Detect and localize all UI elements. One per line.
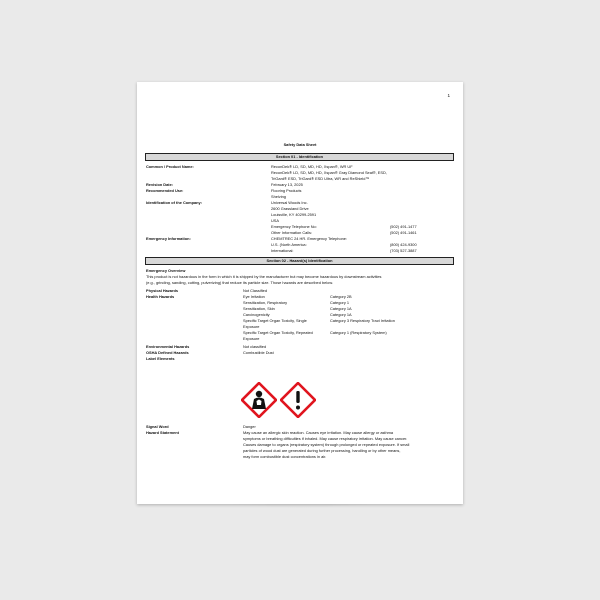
environmental-hazards-label: Environmental Hazards [146, 344, 190, 349]
hazard-statement-line: May cause an allergic skin reaction. Causes eye irritation. May cause allergy or asthma [243, 430, 394, 435]
emergency-info-label: Emergency Information: [146, 236, 191, 241]
company-street: 2600 Grassland Drive [271, 206, 309, 211]
revision-date-value: February 13, 2025 [271, 182, 303, 187]
health-hazard-name: Exposure [243, 336, 260, 341]
company-city: Louisville, KY 40299-2591 [271, 212, 317, 217]
hazard-statement-line: Causes damage to organs (respiratory system) through prolonged or repeated exposure. If small [243, 442, 410, 447]
overview-text: This product is not hazardous in the form in which it is shipped by the manufacturer but may become hazardous by downstream activities [146, 274, 382, 279]
emergency-overview-label: Emergency Overview [146, 268, 186, 273]
health-hazard-name: Specific Target Organ Toxicity, Single [243, 318, 307, 323]
emergency-phone-value[interactable]: (502) 491-1477 [390, 224, 417, 229]
us-emergency-label: U.S. (North America: [271, 242, 307, 247]
health-hazard-category: Category 1 [330, 300, 350, 305]
product-name-line: TriGard® ESD, TriGard® ESD Ultra, WR and ReShield™ [271, 176, 370, 181]
health-hazard-name: Sensitization, Skin [243, 306, 275, 311]
product-name-line: ReconDek® LD, SD, MD, HD, Xspan® Gray Diamond Seal®, ESD, [271, 170, 387, 175]
health-hazard-name: Sensitization, Respiratory [243, 300, 288, 305]
product-name-line: ReconDek® LD, SD, MD, HD, Xspan®, WR UF [271, 164, 353, 169]
health-hazard-name: Eye Irritation [243, 294, 265, 299]
health-hazard-category: Category 1A [330, 306, 352, 311]
us-emergency-value[interactable]: (800) 424-9300 [390, 242, 417, 247]
label-elements-label: Label Elements [146, 356, 175, 361]
product-name-label: Common / Product Name: [146, 164, 194, 169]
physical-hazards-label: Physical Hazards [146, 288, 179, 293]
health-hazards-label: Health Hazards [146, 294, 175, 299]
osha-hazards-value: Combustible Dust [243, 350, 274, 355]
health-hazard-category: Category 1A [330, 312, 352, 317]
signal-word-value: Danger [243, 424, 256, 429]
section-01-heading: Section 01 - Identification [145, 153, 454, 161]
international-label: International: [271, 248, 294, 253]
environmental-hazards-value: Not classified [243, 344, 267, 349]
sds-document-page [137, 82, 463, 504]
health-hazard-name: Carcinogenicity [243, 312, 270, 317]
section-02-heading: Section 02 - Hazard(s) Identification [145, 257, 454, 265]
company-name: Universal Woods Inc. [271, 200, 308, 205]
company-id-label: Identification of the Company: [146, 200, 202, 205]
health-hazard-category: Category 2B [330, 294, 352, 299]
other-calls-label: Other Information Calls: [271, 230, 313, 235]
chemtrec-label: CHEMTREC 24 HR. Emergency Telephone: [271, 236, 348, 241]
page-number: 1 [447, 93, 450, 98]
signal-word-label: Signal Word [146, 424, 169, 429]
revision-date-label: Revision Date: [146, 182, 174, 187]
recommended-use-value: Flooring Products [271, 188, 302, 193]
health-hazard-category: Category 1 (Respiratory System) [330, 330, 387, 335]
hazard-statement-line: particles of wood dust are generated during further processing, handling or by other means, [243, 448, 401, 453]
company-country: USA [271, 218, 279, 223]
hazard-statement-line: may form combustible dust concentrations in air. [243, 454, 327, 459]
emergency-phone-label: Emergency Telephone No: [271, 224, 317, 229]
recommended-use-label: Recommended Use: [146, 188, 184, 193]
international-value[interactable]: (703) 527-3887 [390, 248, 417, 253]
exclamation-mark-pictogram-icon [280, 382, 316, 418]
hazard-statement-line: symptoms or breathing difficulties if inhaled. May cause respiratory irritation. May cause cancer. [243, 436, 408, 441]
document-title: Safety Data Sheet [283, 142, 317, 147]
health-hazard-name: Exposure [243, 324, 260, 329]
overview-text: (e.g., grinding, sanding, cutting, pulverizing) that reduce its particle size. Those hazards are described below. [146, 280, 333, 285]
physical-hazards-value: Not Classified [243, 288, 268, 293]
hazard-statement-label: Hazard Statement [146, 430, 179, 435]
osha-hazards-label: OSHA Defined Hazards [146, 350, 189, 355]
health-hazard-category: Category 3 Respiratory Tract Irritation [330, 318, 395, 323]
recommended-use-value: Shelving [271, 194, 286, 199]
other-calls-value[interactable]: (502) 491-1461 [390, 230, 417, 235]
health-hazard-pictogram-icon [241, 382, 277, 418]
health-hazard-name: Specific Target Organ Toxicity, Repeated [243, 330, 313, 335]
